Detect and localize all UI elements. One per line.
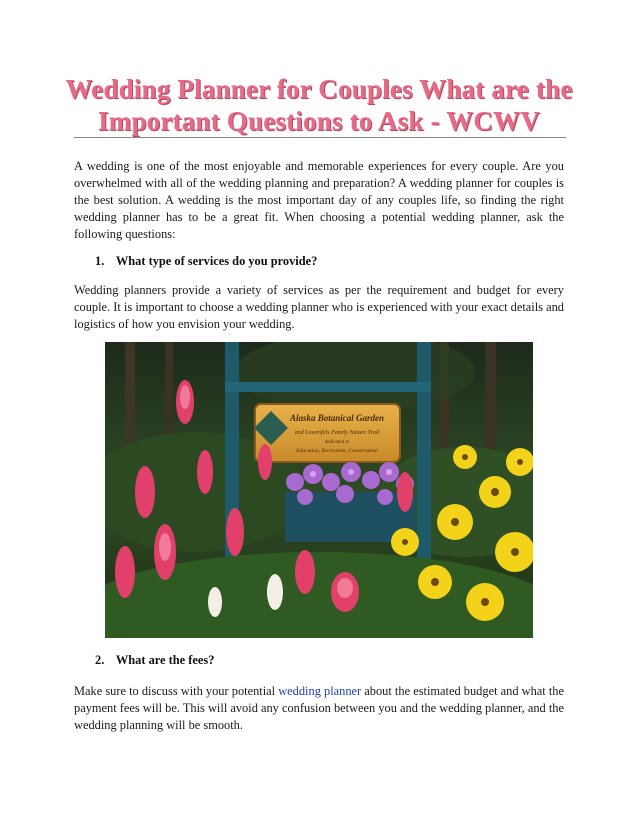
sign-line-3: dedicated to [324, 440, 350, 445]
question-1-text: What type of services do you provide? [115, 254, 318, 268]
question-2-answer [74, 683, 564, 734]
sign-line-4: Education, Recreation, Conservation [296, 448, 378, 454]
question-2-text: What are the fees? [115, 653, 215, 667]
question-2-number: 2. [95, 653, 105, 667]
wedding-planner-link[interactable]: wedding planner [278, 684, 362, 698]
garden-photo [105, 342, 533, 638]
question-2-heading [95, 652, 214, 669]
question-1-heading [95, 253, 317, 270]
garden-photo-illustration [105, 342, 533, 638]
sign-line-1: Alaska Botanical Garden [289, 413, 385, 423]
sign-line-2: and Lowenfels Family Nature Trail [294, 430, 380, 436]
question-2-answer-start: Make sure to discuss with your potential [74, 684, 279, 698]
question-2-answer-end: about the estimated budget and what the payment fees will be. This will avoid any confusion between you and the wedding planner, and the wedding planning will be smooth. [74, 684, 564, 732]
document-title: Wedding Planner for Couples What are the Important Questions to Ask - WCWV [65, 74, 573, 136]
intro-paragraph: A wedding is one of the most enjoyable and memorable experiences for every couple. Are you overwhelmed with all of the wedding planning and preparation? A wedding planner for couples is the best solution. A wedding is the most important day of any couples life, so finding the right wedding planner has to be a great fit. When choosing a potential wedding planner, ask the following questions: [74, 159, 564, 241]
question-1-number: 1. [95, 254, 105, 268]
title-divider [74, 137, 566, 138]
question-1-answer: Wedding planners provide a variety of services as per the requirement and budget for every couple. It is important to choose a wedding planner who is experienced with your exact details and logistics of how you envision your wedding. [74, 283, 564, 331]
